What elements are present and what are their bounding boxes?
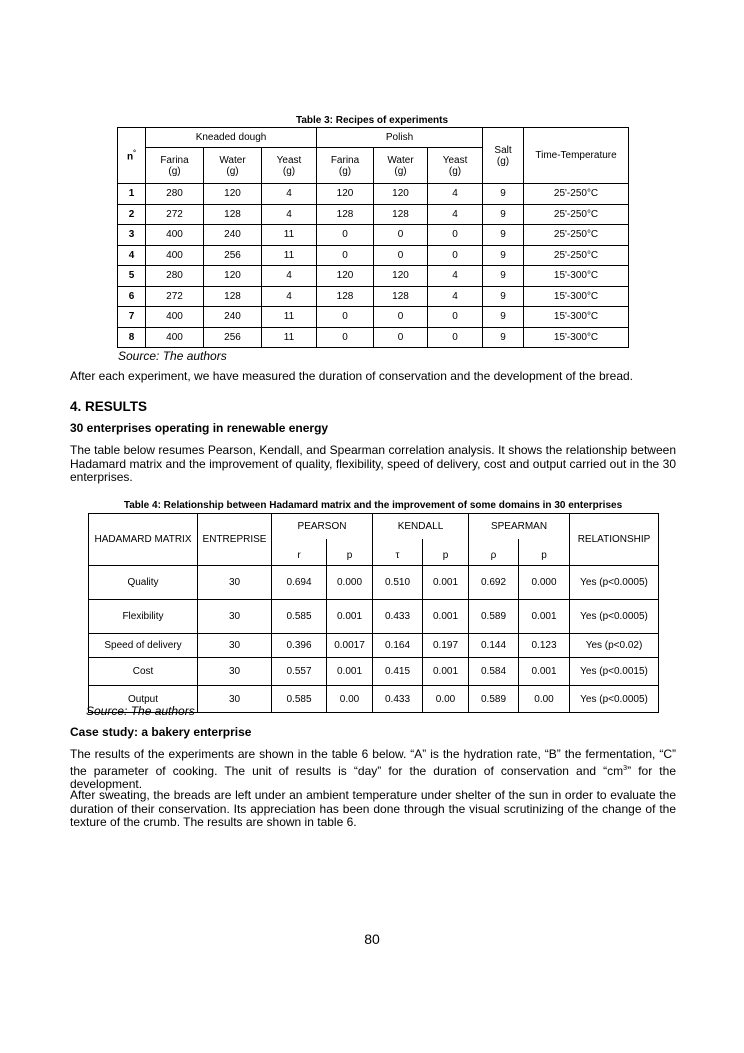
table4-caption: Table 4: Relationship between Hadamard matrix and the improvement of some domains in 30 enterprises (123, 500, 623, 511)
table4-row-label: Speed of delivery (89, 634, 198, 658)
subheading-enterprises: 30 enterprises operating in renewable energy (70, 421, 329, 435)
table3-cell: 0 (374, 327, 428, 348)
table3-cell: 9 (483, 327, 524, 348)
para-after-table3: After each experiment, we have measured the duration of conservation and the development of the bread. (70, 369, 634, 383)
section-heading-results: 4. RESULTS (70, 399, 148, 414)
table3-cell: 25'-250°C (524, 225, 629, 246)
table4-header-relationship: RELATIONSHIP (570, 514, 659, 566)
table3-cell: 120 (204, 266, 262, 287)
table3-subheader: Water (g) (204, 148, 262, 184)
table3-cell: 128 (204, 286, 262, 307)
table3-cell: 9 (483, 225, 524, 246)
table3-cell: 11 (262, 245, 317, 266)
table4-row-label: Flexibility (89, 600, 198, 634)
table4-cell: 0.589 (469, 600, 519, 634)
table3-cell: 256 (204, 327, 262, 348)
table3-cell: 0 (374, 307, 428, 328)
table3-cell: 0 (428, 307, 483, 328)
table3-cell: 4 (262, 286, 317, 307)
table3-cell: 25'-250°C (524, 204, 629, 225)
subheading-case-study: Case study: a bakery enterprise (70, 725, 252, 739)
table4 (88, 513, 659, 713)
table4-cell: 0.585 (272, 600, 327, 634)
table4-cell: 0.123 (519, 634, 570, 658)
table4-cell: 0.001 (423, 566, 469, 600)
table3-row (118, 245, 629, 266)
table3-cell: 400 (146, 225, 204, 246)
table3-header-kneaded: Kneaded dough (146, 128, 317, 148)
table4-cell: 0.001 (519, 600, 570, 634)
table3-cell: 0 (374, 225, 428, 246)
table3-cell: 0 (317, 245, 374, 266)
table4-cell: 0.692 (469, 566, 519, 600)
table3-cell: 128 (374, 286, 428, 307)
table4-cell: 0.001 (327, 600, 373, 634)
table3-row-number: 7 (118, 307, 146, 328)
table3-subheader: Water (g) (374, 148, 428, 184)
table3-row (118, 286, 629, 307)
table3-row-number: 3 (118, 225, 146, 246)
table4-cell: 0.694 (272, 566, 327, 600)
table3-cell: 4 (428, 266, 483, 287)
table4-cell: Yes (p<0.0005) (570, 600, 659, 634)
table3-cell: 9 (483, 286, 524, 307)
table4-cell: 0.510 (373, 566, 423, 600)
table3-header-polish: Polish (317, 128, 483, 148)
table4-cell: Yes (p<0.0005) (570, 566, 659, 600)
table3-cell: 400 (146, 307, 204, 328)
para-sweating: After sweating, the breads are left under an ambient temperature under shelter of the sun in order to evaluate the duration of their conservation. Its appreciation has been done through the visual scrutinizing of the change of the texture of the crumb. The results are shown in table 6. (70, 788, 676, 829)
table3-cell: 11 (262, 307, 317, 328)
table4-row (89, 566, 659, 600)
table3-cell: 280 (146, 266, 204, 287)
table4-header-entreprise: ENTREPRISE (198, 514, 272, 566)
table4-cell: Yes (p<0.02) (570, 634, 659, 658)
table3-row-number: 8 (118, 327, 146, 348)
table4-cell: 0.589 (469, 686, 519, 713)
table3-cell: 4 (428, 184, 483, 205)
table4-row (89, 658, 659, 686)
table4-cell: 0.00 (519, 686, 570, 713)
table3-row (118, 266, 629, 287)
table4-row-label: Cost (89, 658, 198, 686)
table4-cell: 0.433 (373, 686, 423, 713)
table4-row (89, 634, 659, 658)
table4-cell: 0.396 (272, 634, 327, 658)
table4-header-kendall: KENDALL (373, 514, 469, 539)
table3-subheader: Yeast (g) (262, 148, 317, 184)
table4-cell: 30 (198, 634, 272, 658)
table3-cell: 128 (317, 286, 374, 307)
table3-cell: 120 (374, 184, 428, 205)
table3-header-n: n° (118, 128, 146, 184)
table4-cell: 0.197 (423, 634, 469, 658)
page-number: 80 (364, 931, 380, 947)
table3-cell: 15'-300°C (524, 327, 629, 348)
table4-cell: 0.585 (272, 686, 327, 713)
table4-source: Source: The authors (86, 704, 195, 718)
table3-cell: 9 (483, 307, 524, 328)
table3-row-number: 6 (118, 286, 146, 307)
table3-cell: 9 (483, 204, 524, 225)
table3-header-salt: Salt (g) (483, 128, 524, 184)
table3-cell: 128 (374, 204, 428, 225)
table3-cell: 9 (483, 245, 524, 266)
table3-cell: 4 (428, 204, 483, 225)
table3-cell: 4 (262, 204, 317, 225)
table3-cell: 4 (262, 266, 317, 287)
table3-row (118, 184, 629, 205)
table3-subheader: Farina (g) (317, 148, 374, 184)
table4-subheader: ρ (469, 539, 519, 566)
table4-header-pearson: PEARSON (272, 514, 373, 539)
table3-row-number: 1 (118, 184, 146, 205)
table4-cell: 0.000 (327, 566, 373, 600)
table3-cell: 15'-300°C (524, 266, 629, 287)
para-intro: The table below resumes Pearson, Kendall, and Spearman correlation analysis. It shows the relationship between Hadamard matrix and the improvement of quality, flexibility, speed of delivery, cost and output carried out in the 30 enterprises. (70, 443, 676, 484)
table3-cell: 15'-300°C (524, 307, 629, 328)
table3-cell: 256 (204, 245, 262, 266)
table4-cell: 0.001 (519, 658, 570, 686)
table4-cell: 0.00 (423, 686, 469, 713)
table3-cell: 120 (204, 184, 262, 205)
table3-caption: Table 3: Recipes of experiments (295, 115, 449, 126)
table3-cell: 240 (204, 225, 262, 246)
table4-header-matrix: HADAMARD MATRIX (89, 514, 198, 566)
table3-cell: 280 (146, 184, 204, 205)
table4-cell: 0.000 (519, 566, 570, 600)
table3-cell: 272 (146, 204, 204, 225)
table4-cell: 0.557 (272, 658, 327, 686)
table4-cell: 0.001 (423, 600, 469, 634)
table3-row-number: 4 (118, 245, 146, 266)
table3-cell: 240 (204, 307, 262, 328)
table4-cell: Yes (p<0.0015) (570, 658, 659, 686)
para-case-study: The results of the experiments are shown in the table 6 below. “A” is the hydration rate, “B” the fermentation, “C” the parameter of cooking. The unit of results is “day” for the duration of conservation and “$cm^3$” for the development. (70, 747, 676, 791)
table3-source: Source: The authors (118, 349, 227, 363)
table3-cell: 11 (262, 327, 317, 348)
table4-cell: 0.001 (327, 658, 373, 686)
table3-cell: 15'-300°C (524, 286, 629, 307)
table4-row-label: Output (89, 686, 198, 713)
table3-cell: 0 (428, 225, 483, 246)
table3 (117, 127, 629, 348)
table3-cell: 128 (204, 204, 262, 225)
table3-cell: 9 (483, 266, 524, 287)
table4-cell: 0.0017 (327, 634, 373, 658)
table4-header-spearman: SPEARMAN (469, 514, 570, 539)
table4-cell: 0.001 (423, 658, 469, 686)
table4-cell: 0.433 (373, 600, 423, 634)
table3-cell: 400 (146, 327, 204, 348)
table4-cell: 0.00 (327, 686, 373, 713)
table3-row-number: 5 (118, 266, 146, 287)
table4-subheader: p (327, 539, 373, 566)
table3-cell: 0 (374, 245, 428, 266)
table4-cell: 30 (198, 686, 272, 713)
table4-subheader: τ (373, 539, 423, 566)
table3-cell: 128 (317, 204, 374, 225)
table4-row (89, 600, 659, 634)
table3-cell: 9 (483, 184, 524, 205)
table4-subheader: r (272, 539, 327, 566)
table4-cell: 30 (198, 658, 272, 686)
table3-cell: 0 (317, 327, 374, 348)
table3-header-time: Time-Temperature (524, 128, 629, 184)
table3-cell: 25'-250°C (524, 245, 629, 266)
table3-cell: 4 (428, 286, 483, 307)
table4-subheader: p (423, 539, 469, 566)
table3-row (118, 307, 629, 328)
table4-cell: 0.415 (373, 658, 423, 686)
table3-cell: 120 (317, 266, 374, 287)
table4-cell: 30 (198, 566, 272, 600)
table4-cell: 0.584 (469, 658, 519, 686)
table3-cell: 272 (146, 286, 204, 307)
table3-subheader: Farina (g) (146, 148, 204, 184)
table3-cell: 0 (428, 327, 483, 348)
table3-cell: 120 (317, 184, 374, 205)
table3-row-number: 2 (118, 204, 146, 225)
table3-cell: 0 (317, 225, 374, 246)
table4-cell: 0.164 (373, 634, 423, 658)
table3-row (118, 204, 629, 225)
table3-subheader: Yeast (g) (428, 148, 483, 184)
table3-cell: 120 (374, 266, 428, 287)
table3-cell: 400 (146, 245, 204, 266)
table3-cell: 0 (428, 245, 483, 266)
table4-cell: 0.144 (469, 634, 519, 658)
table3-cell: 11 (262, 225, 317, 246)
table3-cell: 4 (262, 184, 317, 205)
table4-cell: Yes (p<0.0005) (570, 686, 659, 713)
table4-row-label: Quality (89, 566, 198, 600)
table3-cell: 0 (317, 307, 374, 328)
table3-row (118, 327, 629, 348)
table3-cell: 25'-250°C (524, 184, 629, 205)
table4-subheader: p (519, 539, 570, 566)
table4-cell: 30 (198, 600, 272, 634)
table3-row (118, 225, 629, 246)
